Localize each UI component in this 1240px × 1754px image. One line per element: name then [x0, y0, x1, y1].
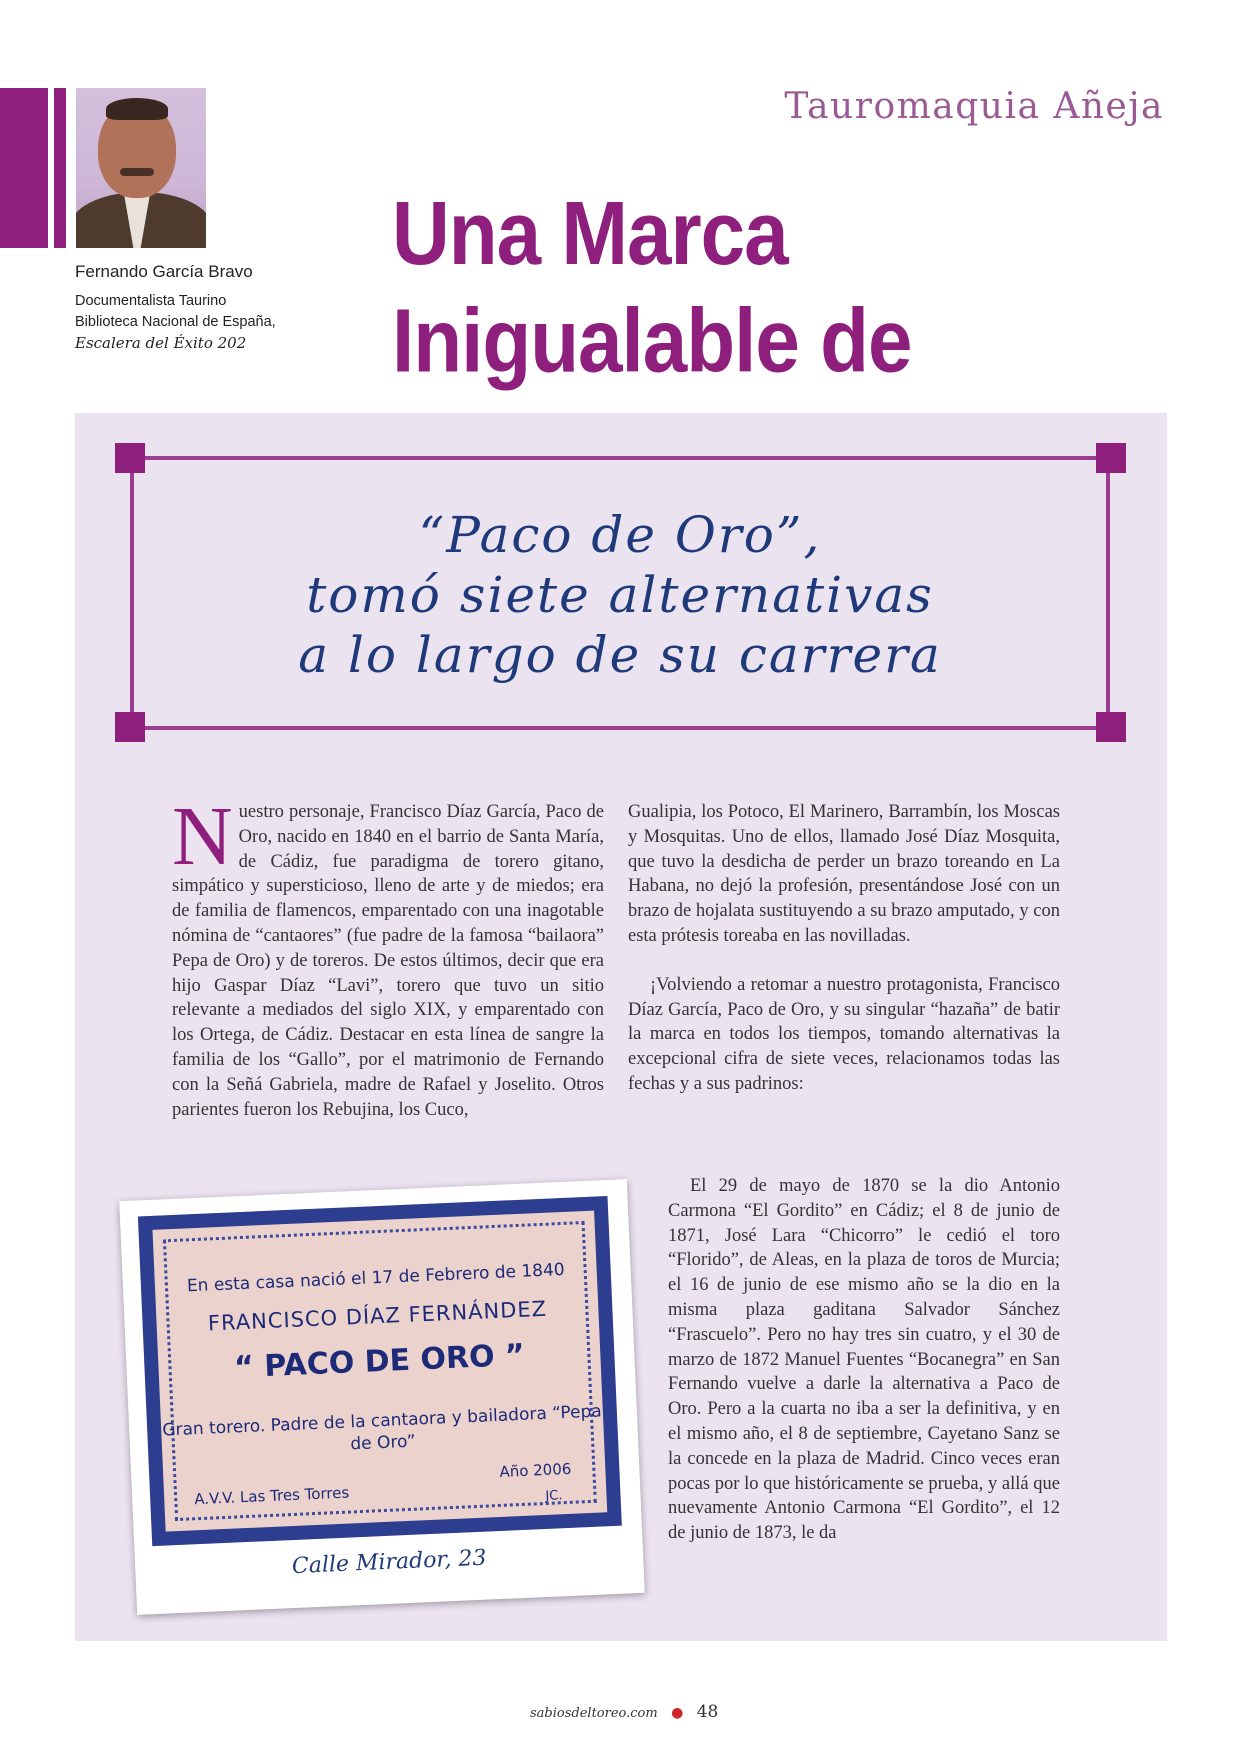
article-paragraph: ¡Volviendo a retomar a nuestro protagonista, Francisco Díaz García, Paco de Oro, y su singular “hazaña” de batir la marca en todos los tiempos, tomando alternativas la excepcional cifra de siete veces, relacionamos todas las fechas y a sus padrinos:: [628, 974, 1060, 1094]
author-institution: Biblioteca Nacional de España,: [75, 314, 276, 330]
author-signature: Escalera del Éxito 202: [75, 334, 247, 352]
accent-bar: [0, 88, 48, 248]
headline: Una Marca Inigualable de: [392, 183, 912, 391]
author-block: [75, 262, 276, 354]
page-number: 48: [696, 1702, 719, 1722]
frame-corner: [115, 712, 145, 742]
article-column-1: [172, 790, 604, 1122]
frame-right-line: [1106, 456, 1110, 730]
section-title: Tauromaquia Añeja: [784, 86, 1164, 127]
plaque-association: A.V.V. Las Tres Torres: [193, 1483, 350, 1509]
page-footer: [530, 1702, 718, 1722]
pull-quote: [150, 505, 1090, 685]
author-photo: [76, 88, 206, 248]
plaque-photo: [119, 1179, 645, 1615]
frame-corner: [1096, 712, 1126, 742]
plaque-line: “ PACO DE ORO ”: [233, 1337, 526, 1386]
plaque-year: Año 2006: [499, 1459, 572, 1481]
frame-corner: [1096, 443, 1126, 473]
bullet-icon: ●: [671, 1705, 684, 1721]
frame-left-line: [130, 456, 134, 730]
article-paragraph: Gualipia, los Potoco, El Marinero, Barrambín, los Moscas y Mosquitas. Uno de ellos, llamado José Díaz Mosquita, que tuvo la desdicha de perder un brazo toreando en La Habana, no dejó la profesión, presentándose José con un brazo de hojalata sustituyendo a su brazo amputado, y con esta prótesis toreaba en las novilladas.: [628, 802, 1060, 946]
article-column-2: [628, 800, 1060, 1097]
article-column-3: El 29 de mayo de 1870 se la dio Antonio Carmona “El Gordito” en Cádiz; el 8 de junio de 1871, José Lara “Chicorro” le cedió el toro “Florido”, de Aleas, en la plaza de toros de Murcia; el 16 de junio de ese mismo año se la dio en la misma plaza gaditana Salvador Sánchez “Frascuelo”. Pero no hay tres sin cuatro, y el 30 de marzo de 1872 Manuel Fuentes “Bocanegra” en San Fernando vuelve a darle la alternativa a Paco de Oro. Pero a la cuarta no iba a ser la definitiva, y en el mismo año, el 8 de septiembre, Cayetano Sanz se la concede en la plaza de Madrid. Cinco veces eran pocas por lo que históricamente se prueba, y allá que nuevamente Antonio Carmona “El Gordito”, el 12 de junio de 1873, le da: [668, 1176, 1060, 1544]
footer-site: sabiosdeltoreo.com: [530, 1706, 658, 1721]
frame-bottom-line: [130, 726, 1110, 730]
author-role: Documentalista Taurino: [75, 293, 227, 309]
plaque-initials: JC.: [545, 1488, 563, 1504]
author-name: Fernando García Bravo: [75, 262, 253, 281]
plaque-line: FRANCISCO DÍAZ FERNÁNDEZ: [207, 1296, 548, 1336]
pull-quote-line: tomó siete alternativas: [306, 566, 934, 624]
pull-quote-line: “Paco de Oro”,: [418, 506, 822, 564]
drop-cap: N: [172, 790, 233, 883]
pull-quote-line: a lo largo de su carrera: [298, 626, 942, 684]
commemorative-plaque: [138, 1196, 622, 1546]
plaque-line: Gran torero. Padre de la cantaora y bailadora “Pepa de Oro”: [161, 1401, 603, 1455]
plaque-line: En esta casa nació el 17 de Febrero de 1840: [186, 1259, 566, 1297]
photo-caption: Calle Mirador, 23: [291, 1545, 487, 1580]
frame-corner: [115, 443, 145, 473]
frame-top-line: [130, 456, 1110, 460]
accent-bar-thin: [54, 88, 66, 248]
article-text: uestro personaje, Francisco Díaz García, Paco de Oro, nacido en 1840 en el barrio de Santa María, de Cádiz, fue paradigma de torero gitano, simpático y supersticioso, lleno de arte y de miedos; era de familia de flamencos, emparentado con una inagotable nómina de “cantaores” (fue padre de la famosa “bailaora” Pepa de Oro) y de toreros. De estos últimos, decir que era hijo Gaspar Díaz “Lavi”, torero que tuvo un sitio relevante a mediados del siglo XIX, y emparentado con los Ortega, de Cádiz. Destacar en esta línea de sangre la familia de los “Gallo”, por el matrimonio de Fernando con la Señá Gabriela, madre de Rafael y Joselito. Otros parientes fueron los Rebujina, los Cuco,: [172, 802, 604, 1120]
